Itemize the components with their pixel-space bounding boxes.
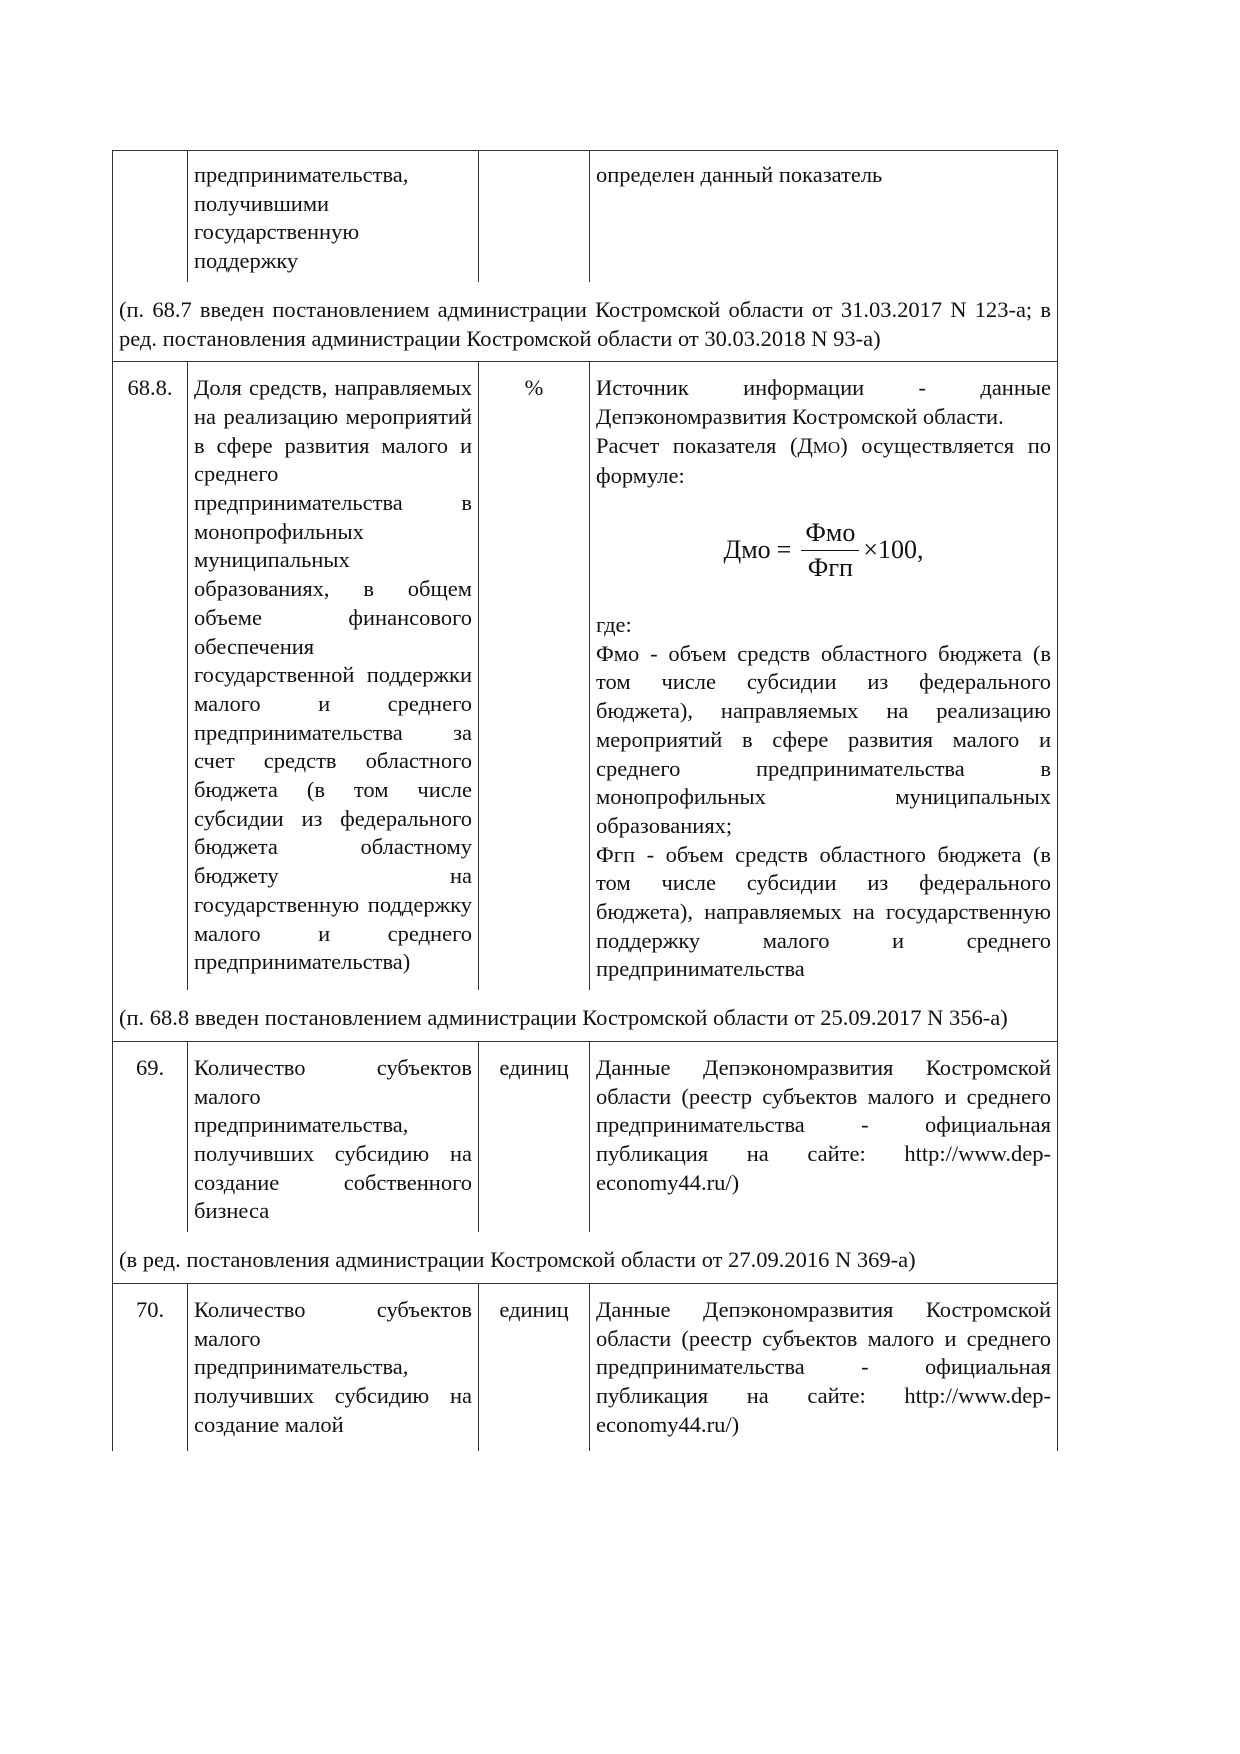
document-page xyxy=(112,150,1057,1451)
indicator-name: Количество субъектов малого предпринимательства, получивших субсидию на создание собственного бизнеса xyxy=(188,1041,479,1232)
row-number xyxy=(113,151,188,282)
calc-intro xyxy=(596,432,1051,491)
description-line: определен данный показатель xyxy=(596,162,883,187)
formula-lhs: Дмо xyxy=(723,534,771,564)
formula-equals: = xyxy=(776,534,792,564)
indicator-description: Данные Депэкономразвития Костромской области (реестр субъектов малого и среднего предпринимательства - официальная публикация на сайте: http://www.dep-economy44.ru/) xyxy=(590,1283,1058,1451)
amendment-note: (п. 68.7 введен постановлением администрации Костромской области от 31.03.2017 N 123-а; в ред. постановления администрации Костромской области от 30.03.2018 N 93-а) xyxy=(113,282,1058,362)
name-line: поддержку xyxy=(194,248,299,274)
indicator-unit: единиц xyxy=(479,1041,590,1232)
table-row xyxy=(113,1041,1058,1232)
table-row xyxy=(113,1283,1058,1451)
formula-numerator: Фмо xyxy=(801,518,859,551)
indicators-table xyxy=(112,150,1058,1451)
formula-fraction xyxy=(801,518,859,583)
calc-intro-before: Расчет показателя (Д xyxy=(596,432,813,458)
indicator-name: Количество субъектов малого предпринимательства, получивших субсидию на создание малой xyxy=(188,1283,479,1451)
amendment-note-row xyxy=(113,282,1058,362)
amendment-note: (п. 68.8 введен постановлением администрации Костромской области от 25.09.2017 N 356-а) xyxy=(113,990,1058,1041)
where-label: где: xyxy=(596,612,632,638)
indicator-unit: единиц xyxy=(479,1283,590,1451)
indicator-name: Доля средств, направляемых на реализацию мероприятий в сфере развития малого и среднего предпринимательства в монопрофильных муниципальных образованиях, в общем объеме финансового обеспечения государственной поддержки малого и среднего предпринимательства за счет средств областного бюджета (в том числе субсидии из федерального бюджета областному бюджету на государственную поддержку малого и среднего предпринимательства) xyxy=(188,362,479,990)
calc-intro-sub: МО xyxy=(812,437,841,457)
calc-intro-after: ) осуществляется по формуле: xyxy=(596,432,1051,489)
indicator-description xyxy=(590,151,1058,282)
amendment-note-row xyxy=(113,990,1058,1041)
row-number: 68.8. xyxy=(113,362,188,990)
formula-multiplier: 100, xyxy=(878,534,924,564)
formula-times: × xyxy=(863,534,879,564)
indicator-name xyxy=(188,151,479,282)
row-number: 69. xyxy=(113,1041,188,1232)
indicator-unit xyxy=(479,151,590,282)
name-line: предпринимательства, xyxy=(194,162,409,187)
source-text: Источник информации - данные Депэкономразвития Костромской области. xyxy=(596,375,1051,429)
fgp-definition: Фгп - объем средств областного бюджета (в том числе субсидии из федерального бюджета), направляемых на государственную поддержку малого и среднего предпринимательства xyxy=(596,841,1051,982)
formula-denominator: Фгп xyxy=(807,552,853,582)
indicator-unit: % xyxy=(479,362,590,990)
name-line: государственную xyxy=(194,219,360,245)
indicator-description xyxy=(590,362,1058,990)
fmo-definition: Фмо - объем средств областного бюджета (в том числе субсидии из федерального бюджета), направляемых на реализацию мероприятий в сфере развития малого и среднего предпринимательства в монопрофильных муниципальных образованиях; xyxy=(596,640,1051,838)
table-row xyxy=(113,151,1058,282)
indicator-description: Данные Депэкономразвития Костромской области (реестр субъектов малого и среднего предпринимательства - официальная публикация на сайте: http://www.dep-economy44.ru/) xyxy=(590,1041,1058,1232)
name-line: получившими xyxy=(194,190,330,216)
row-number: 70. xyxy=(113,1283,188,1451)
formula xyxy=(596,495,1051,605)
amendment-note: (в ред. постановления администрации Костромской области от 27.09.2016 N 369-а) xyxy=(113,1232,1058,1283)
amendment-note-row xyxy=(113,1232,1058,1283)
table-row xyxy=(113,362,1058,990)
